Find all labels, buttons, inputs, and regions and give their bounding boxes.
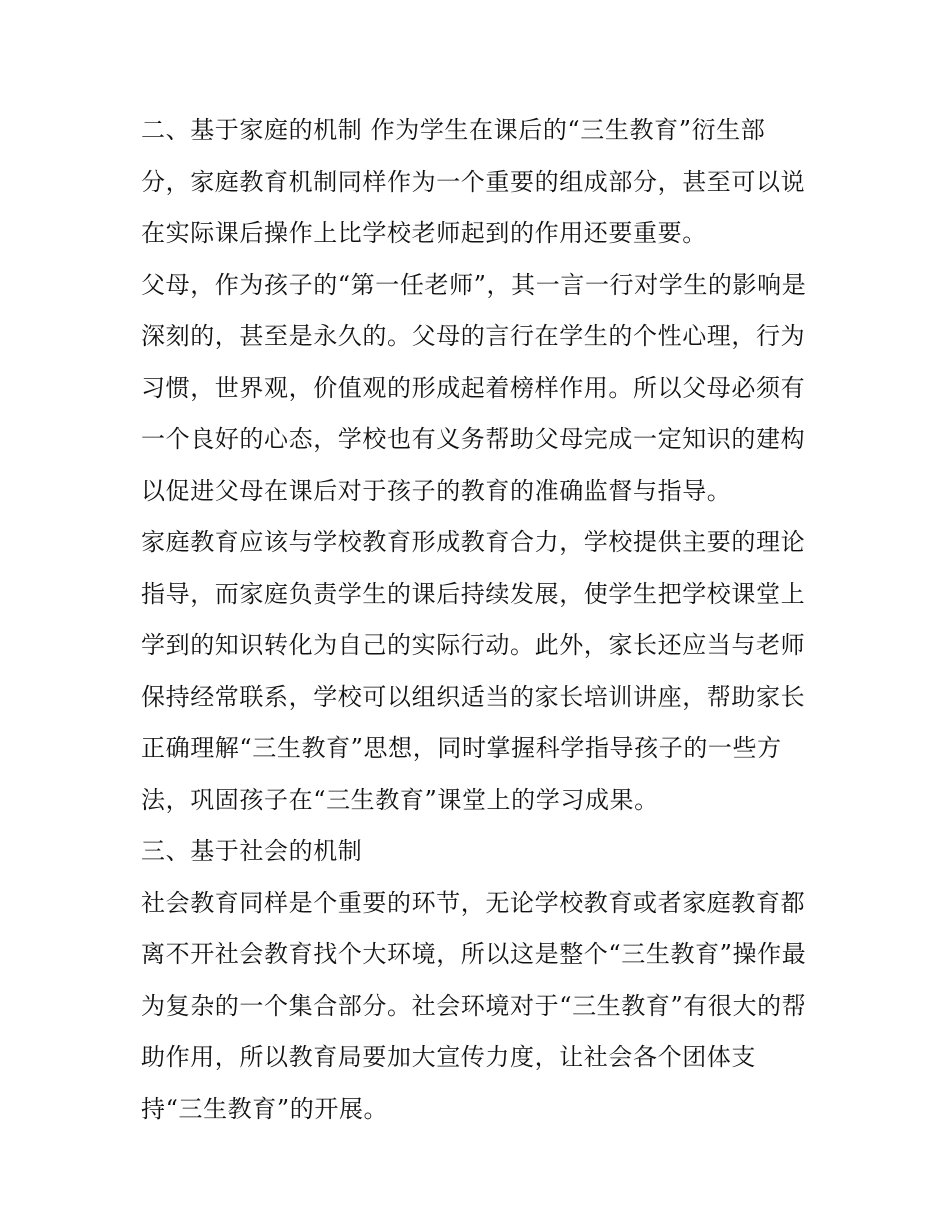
section-heading: 三、基于社会的机制 [141,837,363,865]
text-line: 以促进父母在课后对于孩子的教育的准确监督与指导。 [141,476,732,505]
text-line: 二、基于家庭的机制 作为学生在课后的“三生教育”衍生部 [141,116,766,144]
text-line: 保持经常联系，学校可以组织适当的家长培训讲座，帮助家长 [141,682,806,711]
text-line: 分，家庭教育机制同样作为一个重要的组成部分，甚至可以说 [141,167,806,196]
text-line: 为复杂的一个集合部分。社会环境对于“三生教育”有很大的帮 [141,991,807,1020]
text-line: 一个良好的心态，学校也有义务帮助父母完成一定知识的建构 [141,425,806,453]
text-line: 指导，而家庭负责学生的课后持续发展，使学生把学校课堂上 [141,579,806,608]
text-line: 父母，作为孩子的“第一任老师”，其一言一行对学生的影响是 [141,270,807,299]
body-text [141,105,821,1135]
text-line: 离不开社会教育找个大环境，所以这是整个“三生教育”操作最 [141,940,807,968]
text-line: 习惯，世界观，价值观的形成起着榜样作用。所以父母必须有 [141,373,806,402]
text-line: 法，巩固孩子在“三生教育”课堂上的学习成果。 [141,785,659,814]
text-line: 持“三生教育”的开展。 [141,1094,389,1123]
text-line: 社会教育同样是个重要的环节，无论学校教育或者家庭教育都 [141,888,806,917]
text-line: 在实际课后操作上比学校老师起到的作用还要重要。 [141,219,707,247]
text-line: 深刻的，甚至是永久的。父母的言行在学生的个性心理，行为 [141,322,806,350]
text-line: 家庭教育应该与学校教育形成教育合力，学校提供主要的理论 [141,528,806,556]
text-line: 学到的知识转化为自己的实际行动。此外，家长还应当与老师 [141,631,806,659]
text-line: 正确理解“三生教育”思想，同时掌握科学指导孩子的一些方 [141,734,782,762]
text-line: 助作用，所以教育局要加大宣传力度，让社会各个团体支 [141,1043,756,1071]
